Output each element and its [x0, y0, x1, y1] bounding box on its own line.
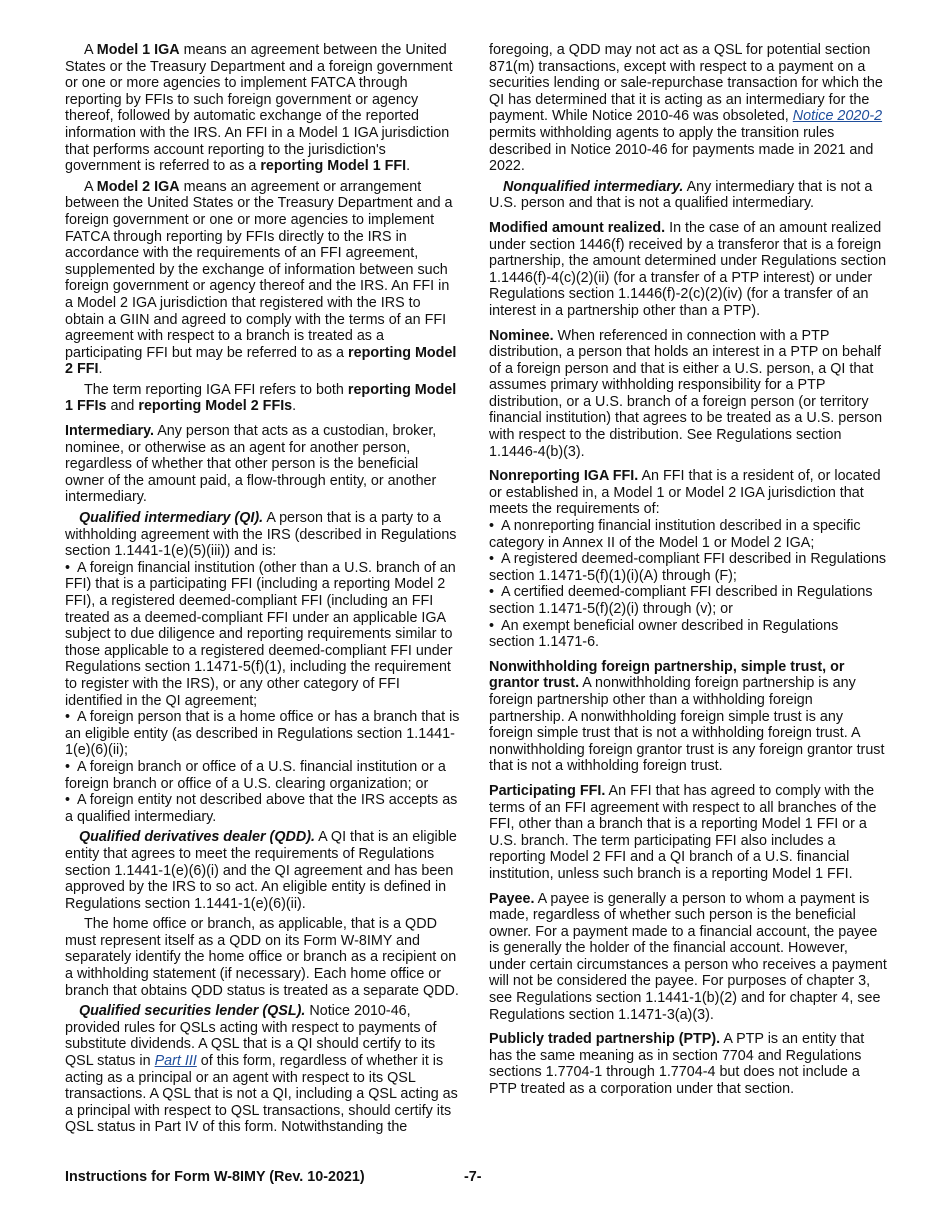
model2-iga-paragraph: A Model 2 IGA means an agreement or arrangement between the United States or the Treasury Department and a foreign government or one or more agencies to implement FATCA through reporting by FFIs directly to the IRS in accordance with the requirements of an FFI agreement, supplemented by the exchange of information between such foreign government or agency thereof and the IRS. An FFI in a Model 2 IGA jurisdiction that registered with the IRS to obtain a GIIN and agreed to comply with the terms of an FFI agreement with respect to a branch is treated as a participating FFI but may be referred to as a reporting Model 2 FFI.	[65, 178, 457, 378]
nominee-paragraph: Nominee. When referenced in connection with a PTP distribution, a person that holds an interest in a PTP on behalf of a foreign person and that is either a U.S. person, a QI that assumes primary withholding responsibility for a PTP distribution, or a U.S. branch of a foreign person (or territory financial institution) that agrees to be treated as a U.S. person with respect to the distribution. See Regulations section 1.1446-4(b)(3).	[489, 327, 883, 460]
nriga-bullet: • An exempt beneficial owner described in Regulations section 1.1471-6.	[489, 618, 887, 651]
qsl-paragraph: Qualified securities lender (QSL). Notice 2010-46, provided rules for QSLs acting with respect to payments of substitute dividends. A QSL that is a QI should certify to its QSL status in Part III of this form, regardless of whether it is acting as a principal or an agent with respect to its QSL transactions. A QSL that is not a QI, including a QSL acting as a principal with respect to QSL transactions, should certify its QSL status in Part IV of this form. Notwithstanding the	[65, 1003, 458, 1136]
nonwithholding-term: Nonwithholding foreign partnership, simple trust, or grantor trust.	[489, 658, 845, 692]
model2-iga-term: Model 2 IGA	[96, 178, 180, 195]
nonreporting-iga-paragraph: Nonreporting IGA FFI. An FFI that is a resident of, or located or established in, a Model 1 or Model 2 IGA jurisdiction that meets the requirements of:	[489, 468, 881, 518]
qi-term: Qualified intermediary (QI).	[79, 510, 264, 527]
qi-paragraph: Qualified intermediary (QI). A person that is a party to a withholding agreement with the IRS (described in Regulations section 1.1441-1(e)(5)(iii)) and is:	[65, 510, 457, 560]
ptp-term: Publicly traded partnership (PTP).	[489, 1031, 721, 1048]
modified-amount-term: Modified amount realized.	[489, 219, 666, 236]
page-footer	[65, 1169, 887, 1185]
modified-amount-paragraph: Modified amount realized. In the case of an amount realized under section 1446(f) received by a transferor that is a foreign partnership, the amount determined under Regulations section 1.1446(f)-4(c)(2)(ii) (for a transfer of a PTP interest) or under Regulations section 1.1446(f)-2(c)(2)(iv) (for a transfer of an interest in a partnership other than a PTP).	[489, 219, 887, 319]
payee-term: Payee.	[489, 890, 535, 907]
qi-bullet: • A foreign financial institution (other than a U.S. branch of an FFI) that is a participating FFI (including a reporting Model 2 FFI), a registered deemed-compliant FFI (including an FFI treated as a deemed-compliant FFI under an applicable IGA subject to due diligence and reporting requirements similar to those applicable to a registered deemed-compliant FFI under Regulations section 1.1471-5(f)(1), including the requirement to register with the IRS), or any other category of FFI identified in the QI agreement;	[65, 560, 460, 709]
notice-2020-2-link[interactable]: Notice 2020-2	[792, 108, 883, 125]
nonwithholding-paragraph: Nonwithholding foreign partnership, simple trust, or grantor trust. A nonwithholding foreign partnership is any foreign partnership other than a withholding foreign partnership. A nonwithholding foreign simple trust is any foreign simple trust that is not a withholding foreign trust. A nonwithholding foreign grantor trust is any foreign grantor trust that is not a withholding foreign trust.	[489, 658, 885, 775]
intermediary-term: Intermediary.	[65, 423, 155, 440]
right-column	[489, 42, 887, 1098]
participating-ffi-term: Participating FFI.	[489, 782, 606, 799]
qdd-paragraph-2: The home office or branch, as applicable, that is a QDD must represent itself as a QDD on its Form W-8IMY and separately identify the home office or branch as a recipient on a withholding statement (if necessary). Each home office or branch that obtains QDD status is treated as a separate QDD.	[65, 916, 459, 999]
payee-paragraph: Payee. A payee is generally a person to whom a payment is made, regardless of whether such person is the beneficial owner. For a payment made to a financial account, the payee is generally the holder of the financial account. However, under certain circumstances a person who receives a payment will not be considered the payee. For purposes of chapter 3, see Regulations section 1.1441-1(b)(2) and for chapter 4, see Regulations section 1.1471-3(a)(3).	[489, 890, 887, 1023]
model1-iga-term: Model 1 IGA	[96, 42, 180, 58]
nqi-paragraph: Nonqualified intermediary. Any intermediary that is not a U.S. person and that is not a qualified intermediary.	[489, 178, 873, 212]
page-number: -7-	[464, 1169, 482, 1185]
qi-bullet: • A foreign person that is a home office or has a branch that is an eligible entity (as described in Regulations section 1.1441-1(e)(6)(ii);	[65, 709, 460, 759]
qi-bullet: • A foreign entity not described above that the IRS accepts as a qualified intermediary.	[65, 792, 460, 825]
reporting-iga-paragraph: The term reporting IGA FFI refers to both reporting Model 1 FFIs and reporting Model 2 FFIs.	[65, 381, 457, 415]
participating-ffi-paragraph: Participating FFI. An FFI that has agreed to comply with the terms of an FFI agreement with respect to all branches of the FFI, other than a branch that is a reporting Model 1 FFI or a U.S. branch. The term participating FFI also includes a reporting Model 2 FFI and a QI branch of a U.S. financial institution, unless such branch is a reporting Model 1 FFI.	[489, 782, 877, 882]
ptp-paragraph: Publicly traded partnership (PTP). A PTP is an entity that has the same meaning as in section 7704 and Regulations sections 1.7704-1 through 1.7704-4 but does not include a PTP treated as a corporation under that section.	[489, 1031, 865, 1098]
nriga-bullet: • A nonreporting financial institution described in a specific category in Annex II of the Model 1 or Model 2 IGA;	[489, 518, 887, 551]
footer-title: Instructions for Form W-8IMY (Rev. 10-2021)	[65, 1169, 365, 1185]
qsl-term: Qualified securities lender (QSL).	[79, 1003, 306, 1020]
qdd-term: Qualified derivatives dealer (QDD).	[79, 829, 315, 846]
nriga-bullet: • A certified deemed-compliant FFI described in Regulations section 1.1471-5(f)(2)(i) through (v); or	[489, 584, 887, 617]
part-iii-link[interactable]: Part III	[154, 1053, 197, 1070]
model1-iga-paragraph: A Model 1 IGA means an agreement between the United States or the Treasury Department and a foreign government or one or more agencies to implement FATCA through reporting by FFIs to such foreign government or agency thereof, followed by automatic exchange of the reported information with the IRS. An FFI in a Model 1 IGA jurisdiction that performs account reporting to the jurisdiction's government is referred to as a reporting Model 1 FFI.	[65, 42, 453, 175]
left-column	[65, 42, 460, 1136]
intermediary-paragraph: Intermediary. Any person that acts as a custodian, broker, nominee, or otherwise as an agent for another person, regardless of whether that other person is the beneficial owner of the amount paid, a flow-through entity, or another intermediary.	[65, 423, 437, 506]
nriga-bullet: • A registered deemed-compliant FFI described in Regulations section 1.1471-5(f)(1)(i)(A) through (F);	[489, 551, 887, 584]
reporting-model2-ffi-term: reporting Model 2 FFI	[65, 344, 457, 378]
qi-bullet: • A foreign branch or office of a U.S. financial institution or a foreign branch or office of a U.S. clearing organization; or	[65, 759, 460, 792]
nqi-term: Nonqualified intermediary.	[503, 178, 684, 195]
qsl-continued-paragraph: foregoing, a QDD may not act as a QSL for potential section 871(m) transactions, except with respect to a payment on a securities lending or sale-repurchase transaction for which the QI has determined that it is acting as an intermediary for the payment. While Notice 2010-46 was obsoleted, Notice 2020-2 permits withholding agents to apply the transition rules described in Notice 2010-46 for payments made in 2021 and 2022.	[489, 42, 883, 175]
nominee-term: Nominee.	[489, 327, 554, 344]
reporting-model1-ffi-term: reporting Model 1 FFI	[260, 158, 407, 175]
nonreporting-iga-term: Nonreporting IGA FFI.	[489, 468, 639, 485]
qdd-paragraph: Qualified derivatives dealer (QDD). A QI that is an eligible entity that agrees to meet the requirements of Regulations section 1.1441-1(e)(6)(i) and the QI agreement and has been approved by the IRS to so act. An eligible entity is defined in Regulations section 1.1441-1(e)(6)(ii).	[65, 829, 457, 912]
